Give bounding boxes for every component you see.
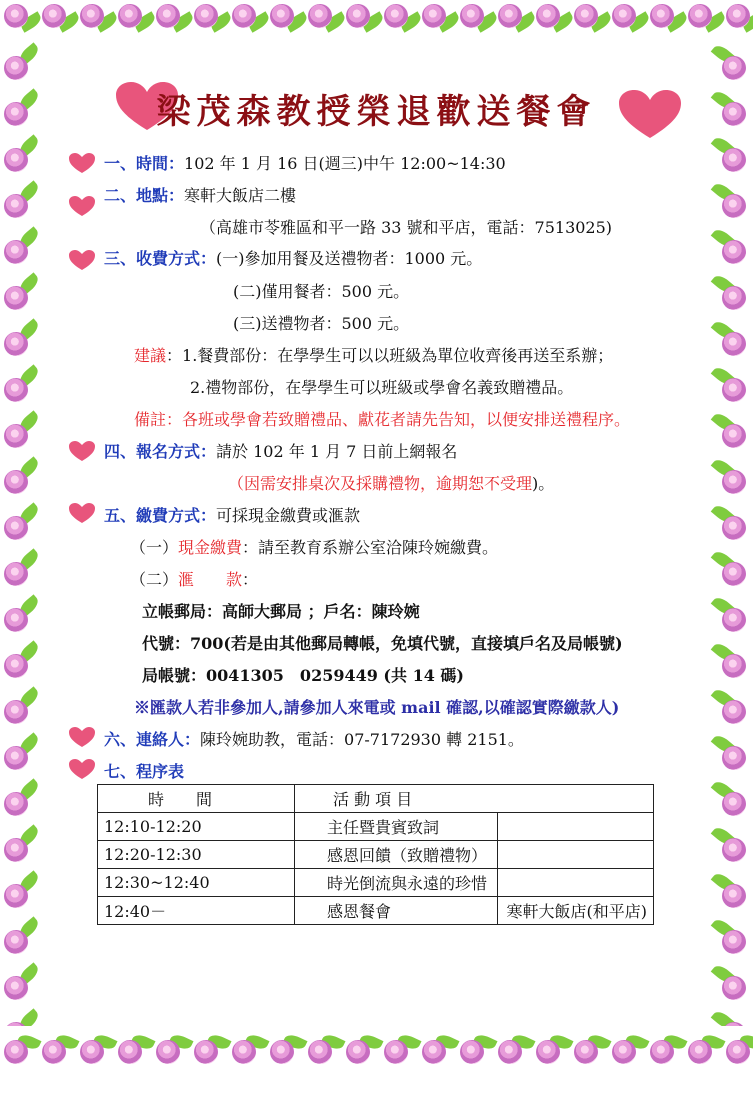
signup-note-end: )。 (532, 474, 555, 493)
rose-icon (722, 194, 746, 218)
rose-icon (118, 4, 142, 28)
rose-icon (726, 1040, 750, 1064)
rose-icon (194, 4, 218, 28)
program-label: 七、程序表 (104, 762, 185, 781)
fee-item: (一)參加用餐及送禮物者：1000 元。 (216, 249, 483, 268)
rose-icon (688, 1040, 712, 1064)
rose-icon (156, 4, 180, 28)
rose-icon (574, 1040, 598, 1064)
rose-icon (270, 1040, 294, 1064)
rose-icon (4, 470, 28, 494)
rose-icon (460, 1040, 484, 1064)
rose-icon (536, 1040, 560, 1064)
rose-icon (308, 4, 332, 28)
remit-num: （二） (130, 570, 179, 589)
rose-icon (650, 1040, 674, 1064)
fee-row (104, 248, 482, 270)
row-time: 12:30~12:40 (98, 869, 295, 897)
contact-label: 六、連絡人： (104, 730, 201, 749)
rose-icon (612, 1040, 636, 1064)
page-title: 梁茂森教授榮退歡送餐會 (156, 92, 597, 132)
place-value: 寒軒大飯店二樓 (184, 186, 297, 205)
rose-icon (536, 4, 560, 28)
table-row (98, 869, 654, 897)
rose-icon (4, 424, 28, 448)
suggest-text-2: 2.禮物部份，在學學生可以班級或學會名義致贈禮品。 (190, 378, 574, 397)
header-time: 時 間 (98, 785, 295, 813)
rose-icon (722, 378, 746, 402)
cash-row (130, 537, 498, 559)
contact-value: 陳玲婉助教，電話：07-7172930 轉 2151。 (200, 730, 524, 749)
rose-icon (346, 4, 370, 28)
cash-text: ：請至教育系辦公室洽陳玲婉繳費。 (242, 538, 499, 557)
rose-icon (384, 4, 408, 28)
rose-icon (232, 4, 256, 28)
remit-label: 滙 款 (178, 570, 243, 589)
row-activity: 時光倒流與永遠的珍惜 (295, 869, 498, 897)
rose-icon (4, 562, 28, 586)
suggest-row (134, 345, 613, 367)
row-place (497, 869, 653, 897)
payment-row (104, 505, 360, 527)
rose-border-left (0, 36, 46, 1026)
header-activity: 活 動 項 目 (295, 785, 654, 813)
rose-icon (722, 654, 746, 678)
rose-icon (4, 240, 28, 264)
rose-icon (80, 4, 104, 28)
remit-row (130, 569, 258, 591)
rose-border-top (0, 0, 753, 36)
row-activity: 主任暨貴賓致詞 (295, 813, 498, 841)
row-place (497, 813, 653, 841)
place-detail: （高雄市苓雅區和平一路 33 號和平店，電話：7513025) (200, 218, 613, 237)
row-activity: 感恩餐會 (295, 897, 498, 925)
suggest-label: 建議 (134, 346, 167, 365)
rose-icon (422, 1040, 446, 1064)
payment-value: 可採現金繳費或滙款 (216, 506, 361, 525)
rose-icon (722, 884, 746, 908)
rose-icon (498, 1040, 522, 1064)
rose-icon (270, 4, 294, 28)
code-line: 代號：700(若是由其他郵局轉帳，免填代號，直接填戶名及局帳號) (142, 634, 623, 653)
bullet-heart-icon (68, 249, 96, 271)
place-label: 二、地點： (104, 186, 185, 205)
rose-icon (722, 792, 746, 816)
rose-icon (422, 4, 446, 28)
bullet-heart-icon (68, 726, 96, 748)
rose-icon (4, 148, 28, 172)
rose-icon (722, 470, 746, 494)
rose-icon (156, 1040, 180, 1064)
suggest-text: ：1.餐費部份：在學學生可以以班級為單位收齊後再送至系辦； (166, 346, 614, 365)
rose-icon (722, 56, 746, 80)
rose-icon (722, 838, 746, 862)
fee-label: 三、收費方式： (104, 249, 217, 268)
bullet-heart-icon (68, 440, 96, 462)
rose-icon (4, 884, 28, 908)
rose-icon (384, 1040, 408, 1064)
bullet-heart-icon (68, 152, 96, 174)
signup-note-row (228, 473, 554, 495)
rose-icon (42, 4, 66, 28)
row-time: 12:20-12:30 (98, 841, 295, 869)
rose-icon (722, 332, 746, 356)
rose-icon (722, 562, 746, 586)
table-row (98, 813, 654, 841)
remit-colon: ： (242, 570, 259, 589)
fee-item: (二)僅用餐者：500 元。 (233, 282, 410, 301)
rose-icon (346, 1040, 370, 1064)
rose-icon (4, 286, 28, 310)
rose-icon (4, 930, 28, 954)
signup-note: （因需安排桌次及採購禮物，逾期恕不受理 (228, 474, 533, 493)
signup-label: 四、報名方式： (104, 442, 217, 461)
rose-icon (722, 930, 746, 954)
rose-icon (4, 332, 28, 356)
rose-icon (722, 976, 746, 1000)
time-row (104, 153, 506, 175)
contact-row (104, 729, 524, 751)
rose-icon (722, 240, 746, 264)
note-label: 備註： (134, 410, 183, 429)
row-time: 12:10-12:20 (98, 813, 295, 841)
rose-icon (4, 194, 28, 218)
bullet-heart-icon (68, 195, 96, 217)
payment-label: 五、繳費方式： (104, 506, 217, 525)
remit-notice: ※匯款人若非參加人,請參加人來電或 mail 確認,以確認實際繳款人) (134, 698, 620, 717)
rose-icon (722, 286, 746, 310)
heart-icon (617, 88, 683, 140)
rose-icon (4, 1040, 28, 1064)
cash-label: 現金繳費 (178, 538, 243, 557)
table-header-row (98, 785, 654, 813)
rose-icon (722, 148, 746, 172)
rose-icon (460, 4, 484, 28)
row-place: 寒軒大飯店(和平店) (497, 897, 653, 925)
rose-icon (688, 4, 712, 28)
row-place (497, 841, 653, 869)
row-time: 12:40－ (98, 897, 295, 925)
rose-icon (650, 4, 674, 28)
rose-icon (498, 4, 522, 28)
rose-border-right (708, 36, 753, 1026)
rose-icon (42, 1040, 66, 1064)
program-table (97, 784, 654, 925)
rose-icon (4, 746, 28, 770)
fee-item: (三)送禮物者：500 元。 (233, 314, 410, 333)
time-value: 102 年 1 月 16 日(週三)中午 12:00~14:30 (184, 154, 506, 173)
note-text: 各班或學會若致贈禮品、獻花者請先告知，以便安排送禮程序。 (182, 410, 631, 429)
account-line: 立帳郵局：高師大郵局 ；戶名：陳玲婉 (142, 602, 420, 621)
rose-icon (4, 654, 28, 678)
rose-icon (4, 378, 28, 402)
rose-icon (232, 1040, 256, 1064)
rose-icon (726, 4, 750, 28)
rose-icon (4, 608, 28, 632)
rose-icon (4, 838, 28, 862)
rose-icon (4, 56, 28, 80)
note-row (134, 409, 630, 431)
rose-icon (722, 608, 746, 632)
rose-icon (722, 700, 746, 724)
rose-icon (4, 516, 28, 540)
signup-row (104, 441, 457, 463)
rose-icon (4, 4, 28, 28)
rose-icon (722, 746, 746, 770)
rose-icon (4, 700, 28, 724)
rose-icon (612, 4, 636, 28)
table-row (98, 841, 654, 869)
table-row (98, 897, 654, 925)
number-line: 局帳號：0041305 0259449 (共 14 碼) (142, 666, 464, 685)
rose-icon (308, 1040, 332, 1064)
signup-value: 請於 102 年 1 月 7 日前上網報名 (216, 442, 458, 461)
bullet-heart-icon (68, 502, 96, 524)
bullet-heart-icon (68, 758, 96, 780)
row-activity: 感恩回饋（致贈禮物） (295, 841, 498, 869)
rose-icon (194, 1040, 218, 1064)
rose-icon (80, 1040, 104, 1064)
rose-icon (4, 792, 28, 816)
time-label: 一、時間： (104, 154, 185, 173)
rose-icon (722, 424, 746, 448)
rose-icon (574, 4, 598, 28)
cash-num: （一） (130, 538, 179, 557)
rose-icon (4, 976, 28, 1000)
rose-icon (722, 516, 746, 540)
place-row (104, 185, 296, 207)
rose-border-bottom (0, 1024, 753, 1104)
rose-icon (118, 1040, 142, 1064)
